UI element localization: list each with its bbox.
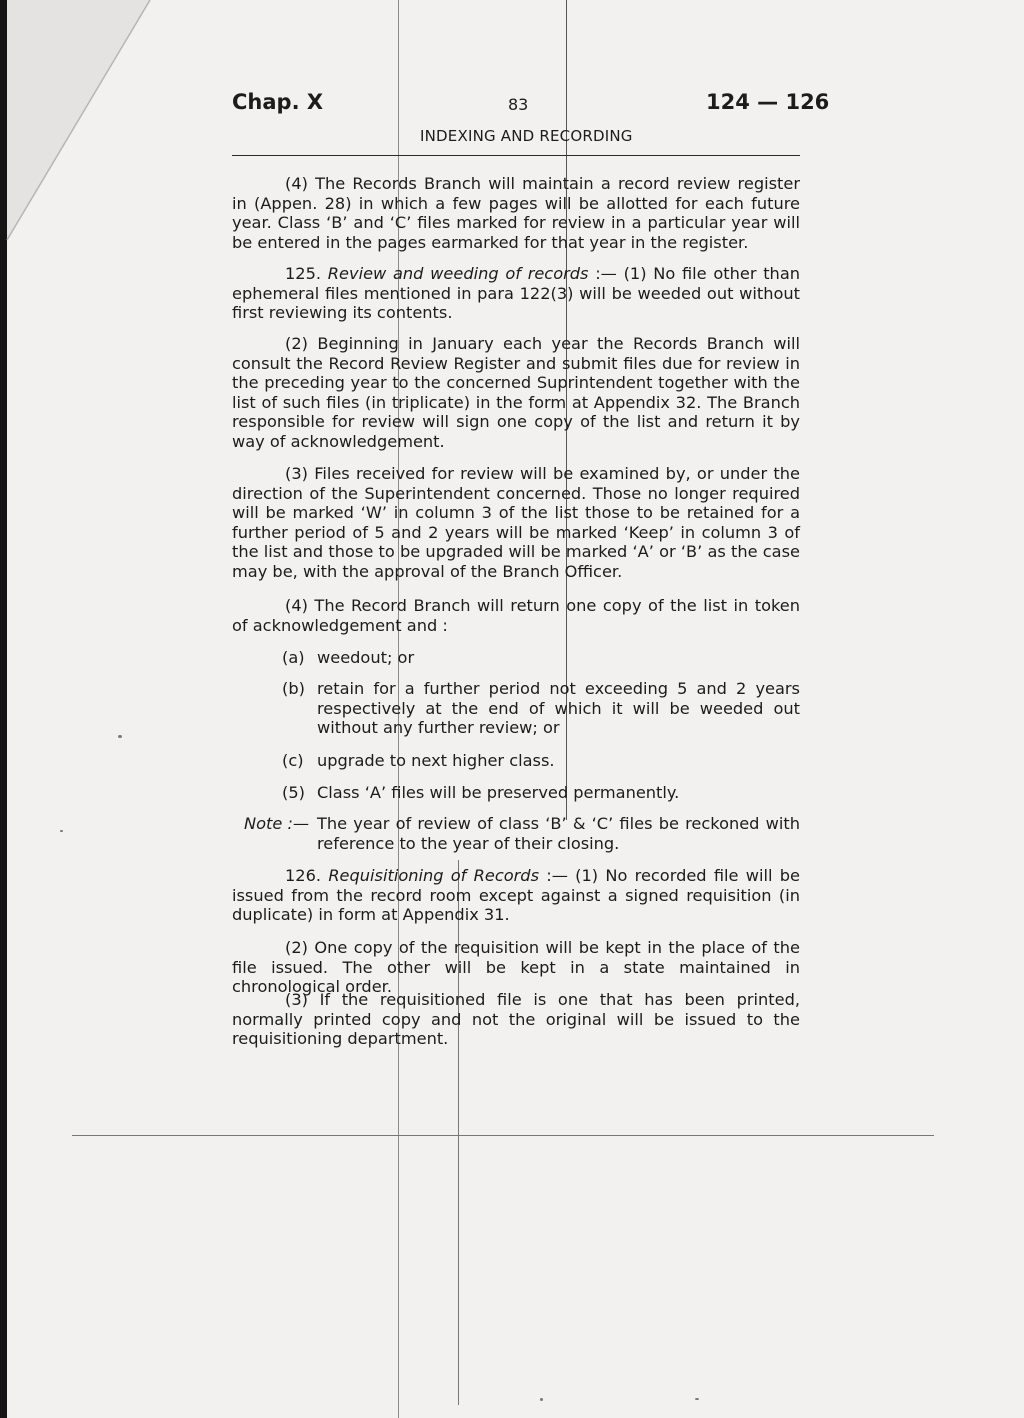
paragraph-126-3: (3) If the requisitioned file is one that has been printed, normally printed copy and not the original will be issued to the requisitioning department. (232, 990, 800, 1049)
paragraph-125-4: (4) The Record Branch will return one copy of the list in token of acknowledgement and : (232, 596, 800, 635)
header-rule (232, 155, 800, 156)
section-heading: Requisitioning of Records (328, 866, 540, 885)
list-item (232, 679, 800, 741)
list-item-text: weedout; or (317, 648, 415, 667)
paragraph-125-1 (232, 264, 800, 323)
paragraph-125-3: (3) Files received for review will be examined by, or under the direction of the Superintendent concerned. Those no longer required will be marked ‘W’ in column 3 of the list those to be retained for a further period of 5 and 2 years will be marked ‘Keep’ in column 3 of the list and those to be upgraded will be marked ‘A’ or ‘B’ as the case may be, with the approval of the Branch Officer. (232, 464, 800, 581)
chapter-subtitle: INDEXING AND RECORDING (420, 127, 633, 145)
section-number: 125. (285, 264, 322, 283)
list-item-text: Class ‘A’ files will be preserved permanently. (317, 783, 680, 802)
scan-speck (118, 735, 122, 738)
paragraph-126-2: (2) One copy of the requisition will be kept in the place of the file issued. The other will be kept in a state maintained in chronological order. (232, 938, 800, 997)
paragraph-range: 124 — 126 (706, 90, 830, 114)
scan-speck (695, 1398, 699, 1400)
list-item (232, 751, 800, 773)
list-item-text: upgrade to next higher class. (317, 751, 555, 770)
note-text: The year of review of class ‘B’ & ‘C’ files be reckoned with reference to the year of their closing. (317, 814, 800, 853)
scan-speck (540, 1398, 543, 1401)
list-item (232, 648, 800, 670)
section-heading: Review and weeding of records (327, 264, 589, 283)
paragraph-125-2: (2) Beginning in January each year the Records Branch will consult the Record Review Register and submit files due for review in the preceding year to the concerned Suprintendent together with the list of such files (in triplicate) in the form at Appendix 32. The Branch responsible for review will sign one copy of the list and return it by way of acknowledgement. (232, 334, 800, 451)
note-label: Note :— (244, 814, 310, 833)
folded-corner (0, 0, 160, 260)
paragraph-126-1 (232, 866, 800, 925)
page-number: 83 (508, 95, 529, 114)
list-item-label: (5) (282, 783, 305, 802)
section-number: 126. (285, 866, 322, 885)
section-text: :— (1) No file other than ephemeral files mentioned in para 122(3) will be weeded out without first reviewing its contents. (232, 264, 800, 323)
list-item-label: (c) (282, 751, 304, 770)
chapter-label: Chap. X (232, 90, 324, 114)
list-item-label: (b) (282, 679, 305, 698)
scan-speck (60, 830, 63, 832)
list-item-label: (a) (282, 648, 305, 667)
list-item-text: retain for a further period not exceeding 5 and 2 years respectively at the end of which it will be weeded out without any further review; or (317, 679, 800, 738)
bottom-rule (72, 1135, 934, 1136)
note (232, 814, 800, 858)
section-text: :— (1) No recorded file will be issued from the record room except against a signed requisition (in duplicate) in form at Appendix 31. (232, 866, 800, 925)
paragraph-124-4: (4) The Records Branch will maintain a record review register in (Appen. 28) in which a few pages will be allotted for each future year. Class ‘B’ and ‘C’ files marked for review in a particular year will be entered in the pages earmarked for that year in the register. (232, 174, 800, 252)
list-item (232, 783, 800, 805)
